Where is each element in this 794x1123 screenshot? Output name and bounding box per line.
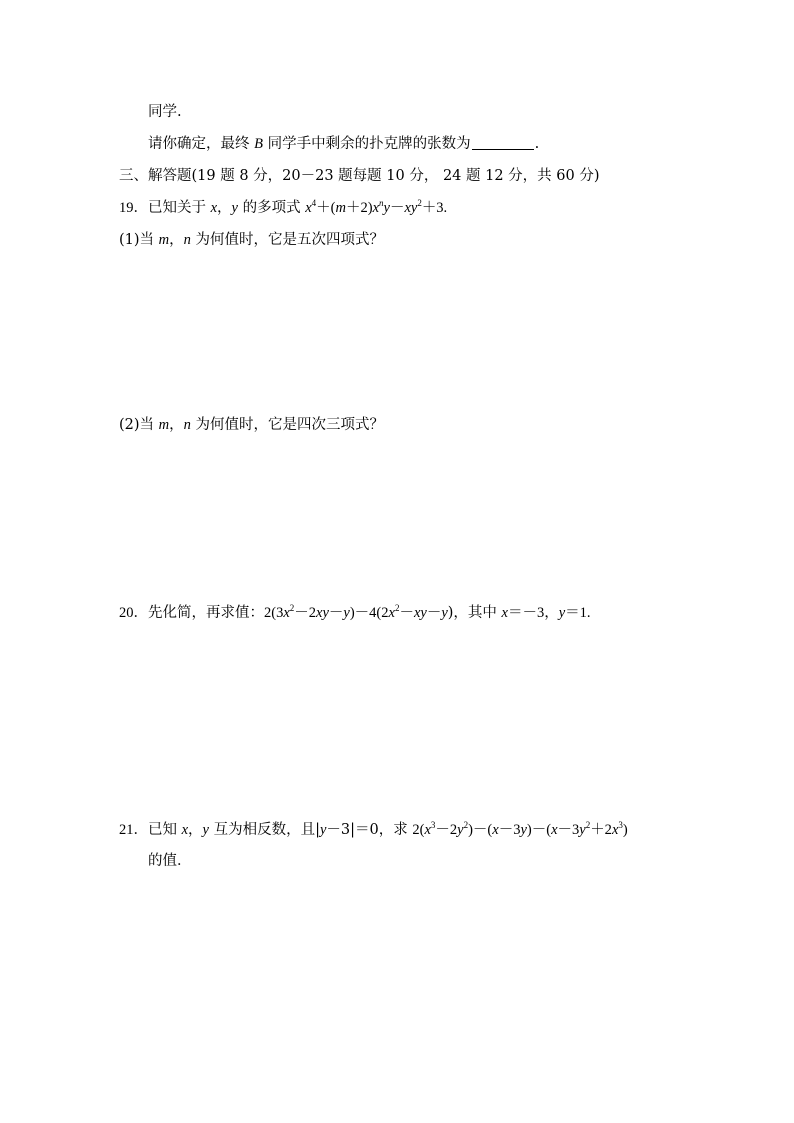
text: 已知 (148, 822, 177, 838)
var: y (343, 605, 350, 621)
op: －2 (435, 822, 458, 838)
text: ， (188, 822, 203, 838)
var: y (202, 822, 209, 838)
var: x (388, 605, 395, 621)
exponent: 2 (585, 820, 591, 830)
text: (1)当 (119, 232, 155, 248)
var: xy (316, 605, 329, 621)
op: 2( (412, 822, 425, 838)
text: －3|＝0，求 (326, 822, 408, 838)
var: x (305, 200, 312, 216)
op: － (328, 605, 344, 621)
var: m (158, 417, 170, 433)
var: x (181, 822, 189, 838)
text: 的值． (148, 853, 192, 869)
question-21-line-2 (148, 851, 192, 871)
continuation-text: 同学. (148, 104, 182, 120)
exponent: 2 (394, 603, 400, 613)
exponent: 2 (463, 820, 469, 830)
question-20 (119, 603, 591, 623)
op: ) (622, 822, 628, 838)
op: )－4(2 (349, 605, 389, 621)
var: x (501, 605, 508, 621)
text: )，其中 (447, 605, 497, 621)
exponent: 2 (289, 603, 295, 613)
text: ， (169, 232, 184, 248)
var: x (210, 200, 218, 216)
text: . (534, 136, 540, 152)
var: n (183, 417, 191, 433)
text: ， (217, 200, 232, 216)
text: 先化简，再求值： (148, 605, 264, 621)
var: xy (413, 605, 427, 621)
var: x (611, 822, 619, 838)
op: )－( (468, 822, 493, 838)
op: － (426, 605, 442, 621)
text-line-question-b (148, 134, 539, 154)
var: m (335, 200, 346, 216)
var: x (551, 822, 558, 838)
var: y (520, 822, 527, 838)
question-21 (119, 820, 628, 840)
op: ＋3. (421, 200, 448, 216)
var: y (231, 200, 238, 216)
text: (2)当 (119, 417, 155, 433)
question-19-part-1 (119, 230, 384, 250)
question-number: 21． (119, 822, 148, 838)
section-title-text: 三、解答题(19 题 8 分，20－23 题每题 10 分， 24 题 12 分，共 60 分) (119, 168, 600, 184)
op: －3 (557, 822, 580, 838)
exponent: n (379, 198, 384, 208)
exponent: 4 (311, 198, 317, 208)
text: 为何值时，它是四次三项式？ (195, 417, 384, 433)
text-line-continuation (148, 102, 182, 122)
op: －3 (498, 822, 521, 838)
text: 已知关于 (148, 200, 206, 216)
op: )－( (526, 822, 552, 838)
var: y (319, 822, 327, 838)
text: 的多项式 (242, 200, 301, 216)
var: y (579, 822, 586, 838)
text: 同学手中剩余的扑克牌的张数为 (267, 136, 471, 152)
op: ＋2) (345, 200, 373, 216)
op: －2 (294, 605, 317, 621)
question-number: 19． (119, 200, 148, 216)
var: x (372, 200, 379, 216)
section-title (119, 166, 600, 186)
var: x (424, 822, 431, 838)
question-number: 20． (119, 605, 148, 621)
question-19-part-2 (119, 415, 384, 435)
op: － (399, 605, 414, 621)
text: 为何值时，它是五次四项式？ (195, 232, 384, 248)
op: ＋( (316, 200, 336, 216)
variable-b: B (254, 136, 263, 152)
var: x (492, 822, 499, 838)
op: ＝－3， (507, 605, 559, 621)
var: x (283, 605, 290, 621)
var: m (158, 232, 170, 248)
exponent: 2 (417, 198, 422, 208)
op: ＋2 (590, 822, 612, 838)
exponent: 3 (618, 820, 623, 830)
text: 请你确定，最终 (148, 136, 250, 152)
var: xy (404, 200, 418, 216)
var: y (457, 822, 464, 838)
answer-blank[interactable] (472, 135, 534, 150)
question-19 (119, 198, 447, 218)
op: ＝1. (565, 605, 591, 621)
text: 互为相反数，且| (213, 822, 320, 838)
op: － (389, 200, 405, 216)
text: ， (169, 417, 184, 433)
exponent: 3 (430, 820, 436, 830)
var: y (383, 200, 390, 216)
op: 2(3 (264, 605, 284, 621)
var: y (441, 605, 448, 621)
var: y (558, 605, 566, 621)
var: n (183, 232, 191, 248)
